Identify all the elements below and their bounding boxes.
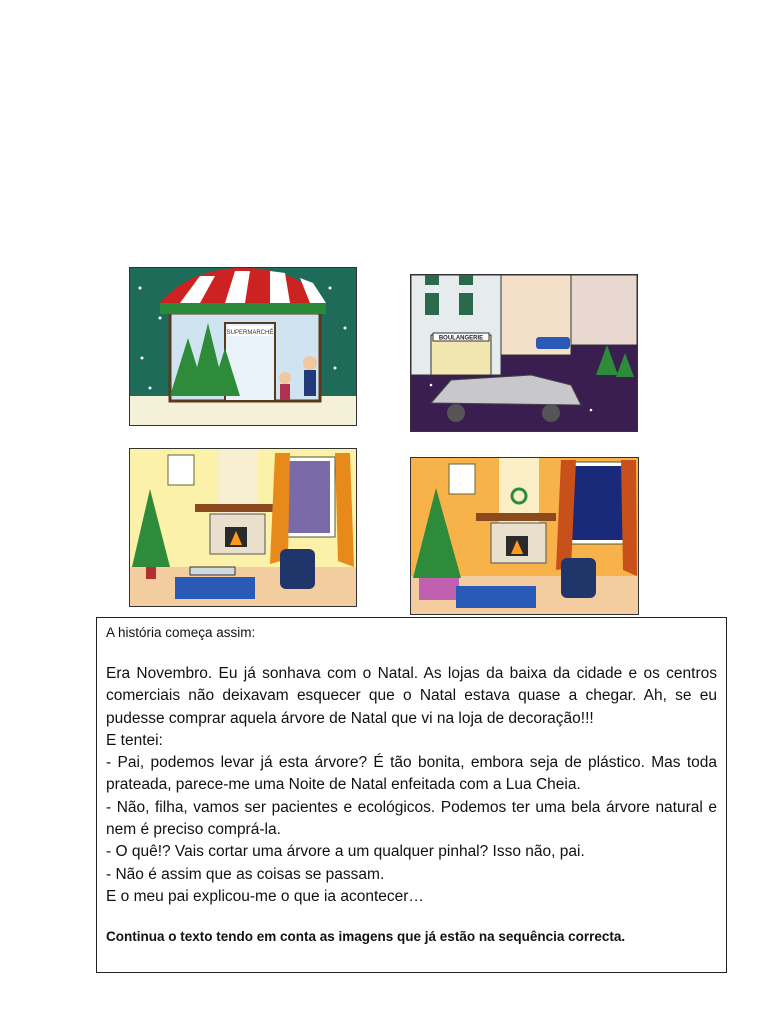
panel-store-front xyxy=(129,267,357,426)
panel-living-room-night xyxy=(410,457,639,615)
living-room-day-illustration xyxy=(130,449,356,606)
story-line: Era Novembro. Eu já sonhava com o Natal. As lojas da baixa da cidade e os centros comerciais não deixavam esquecer que o Natal estava quase a chegar. Ah, se eu pudesse comprar aquela árvore de Natal que vi na loja de decoração!!! xyxy=(106,665,717,727)
story-line: - Não é assim que as coisas se passam. xyxy=(106,865,385,883)
bakery-sign: BOULANGERIE xyxy=(438,335,484,342)
story-intro: A história começa assim: xyxy=(106,625,256,640)
story-line: - Pai, podemos levar já esta árvore? É tão bonita, embora seja de plástico. Mas toda prateada, parece-me uma Noite de Natal enfeitada com a Lua Cheia. xyxy=(106,754,717,794)
story-text-box xyxy=(96,617,727,973)
story-line: E tentei: xyxy=(106,731,163,749)
story-line: - O quê!? Vais cortar uma árvore a um qualquer pinhal? Isso não, pai. xyxy=(106,843,585,861)
story-line: - Não, filha, vamos ser pacientes e ecológicos. Podemos ter uma bela árvore natural e nem é preciso comprá-la. xyxy=(106,798,717,839)
store-sign: SUPERMARCHÉ xyxy=(226,330,274,336)
story-line: E o meu pai explicou-me o que ia acontecer… xyxy=(106,887,424,905)
panel-living-room-day xyxy=(129,448,357,607)
living-room-night-illustration xyxy=(411,458,638,614)
panel-street-car xyxy=(410,274,638,432)
story-body xyxy=(106,663,717,908)
street-car-illustration xyxy=(411,275,637,431)
store-front-illustration xyxy=(130,268,356,425)
task-instruction: Continua o texto tendo em conta as imagens que já estão na sequência correcta. xyxy=(106,929,626,945)
